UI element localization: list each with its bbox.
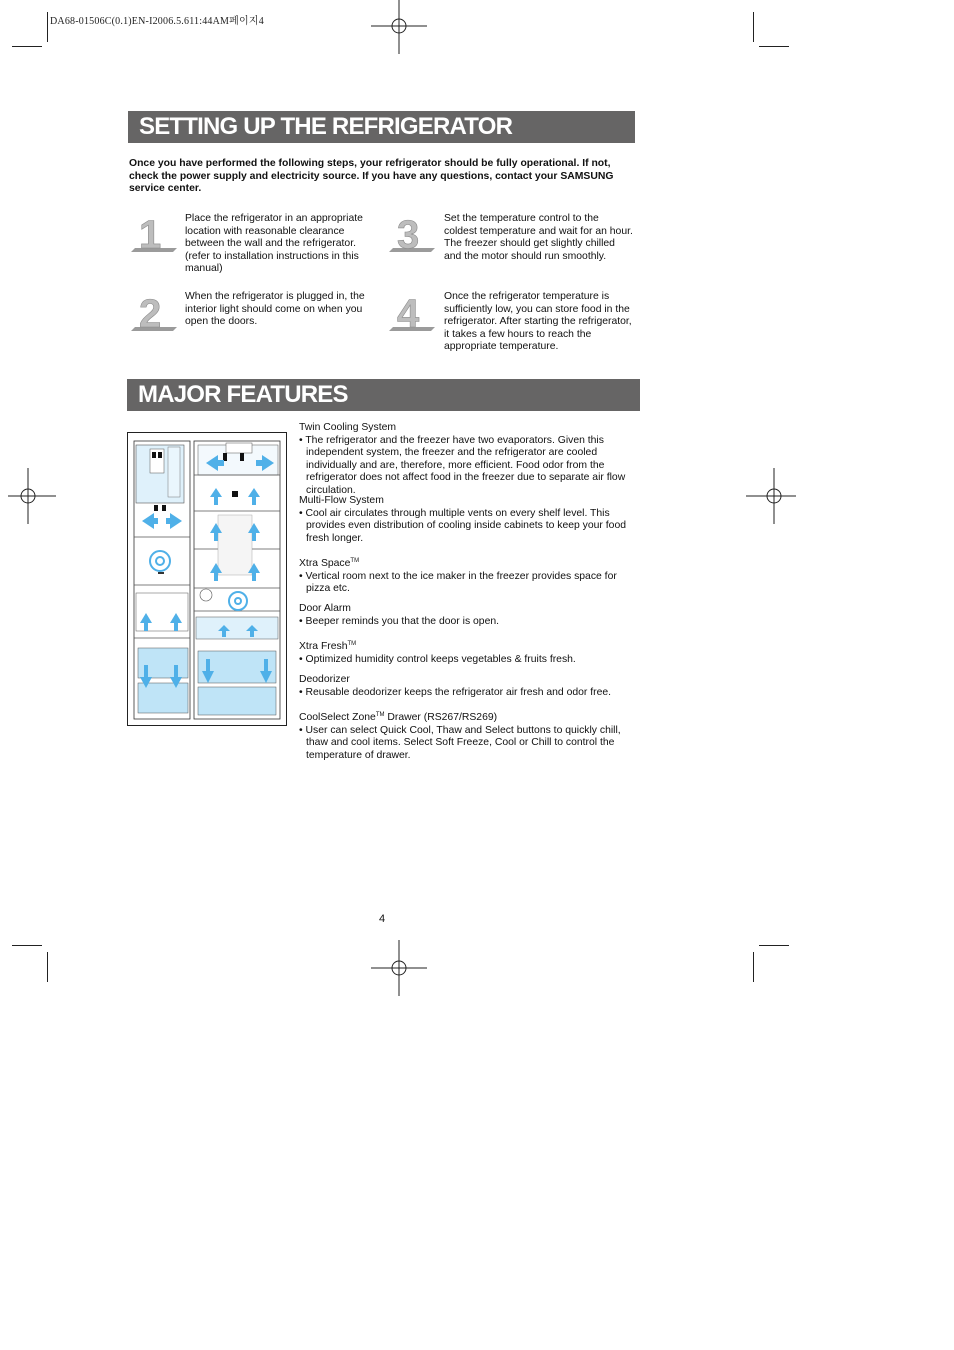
feature-body: • Vertical room next to the ice maker in the freezer provides space for pizza etc.	[299, 570, 617, 595]
step-number: 1	[139, 214, 162, 254]
printer-slug: DA68-01506C(0.1)EN-I2006.5.611:44AM페이지4	[50, 16, 264, 27]
step-2-number-icon	[131, 293, 177, 333]
step-number: 4	[397, 293, 420, 333]
feature-item	[299, 603, 641, 628]
feature-body: • User can select Quick Cool, Thaw and Select buttons to quickly chill, thaw and cool items. Select Soft Freeze, Cool or Chill to control the temperature of drawer.	[299, 724, 621, 761]
trademark-mark: TM	[375, 712, 385, 718]
crop-mark	[753, 12, 754, 42]
refrigerator-diagram	[127, 432, 287, 726]
crop-mark	[753, 952, 754, 982]
feature-item	[299, 422, 641, 498]
step-number: 3	[397, 214, 420, 254]
step-3-text: Set the temperature control to the coldest temperature and wait for an hour. The freezer should get slightly chilled and the motor should run smoothly.	[444, 213, 633, 262]
feature-item	[299, 555, 641, 596]
crop-mark	[12, 46, 42, 47]
registration-mark-icon	[0, 468, 56, 524]
crop-mark	[759, 46, 789, 47]
feature-body: • Cool air circulates through multiple vents on every shelf level. This provides even distribution of cooling inside cabinets to keep your food fresh longer.	[299, 507, 626, 544]
registration-mark-icon	[746, 468, 802, 524]
registration-mark-icon	[371, 940, 427, 996]
step-1-number-icon	[131, 214, 177, 254]
feature-title: Xtra Fresh™	[299, 641, 357, 652]
trademark-mark: TM	[347, 641, 357, 647]
step-3-number-icon	[389, 214, 435, 254]
crop-mark	[759, 945, 789, 946]
feature-title: Xtra Space™	[299, 558, 360, 569]
feature-title: CoolSelect Zone™ Drawer (RS267/RS269)	[299, 712, 498, 723]
feature-body: • Beeper reminds you that the door is open.	[299, 615, 500, 627]
feature-item	[299, 709, 641, 762]
step-4-text: Once the refrigerator temperature is sufficiently low, you can store food in the refrigerator. After starting the refrigerator, it takes a few hours to reach the appropriate temperature.	[444, 291, 632, 353]
feature-item	[299, 674, 641, 699]
section-title-features: MAJOR FEATURES	[127, 379, 640, 411]
step-2-text: When the refrigerator is plugged in, the interior light should come on when you open the doors.	[185, 291, 365, 328]
registration-mark-icon	[371, 0, 427, 54]
feature-title: Deodorizer	[299, 674, 350, 685]
crop-mark	[12, 945, 42, 946]
step-number: 2	[139, 293, 162, 333]
setup-intro: Once you have performed the following steps, your refrigerator should be fully operational. If not, check the power supply and electricity source. If you have any questions, contact your SAMSUNG service center.	[129, 158, 614, 194]
feature-title: Door Alarm	[299, 603, 351, 614]
section-title-setup: SETTING UP THE REFRIGERATOR	[128, 111, 635, 143]
feature-body: • The refrigerator and the freezer have two evaporators. Given this independent system, the freezer and the refrigerator are cooled individually and are, therefore, more efficient. Food odor from the refrigerator does not affect food in the freezer due to separate air flow circulation.	[299, 434, 626, 496]
feature-body: • Optimized humidity control keeps vegetables & fruits fresh.	[299, 653, 576, 665]
feature-title: Twin Cooling System	[299, 422, 397, 433]
feature-title: Multi-Flow System	[299, 495, 384, 506]
step-4-number-icon	[389, 293, 435, 333]
feature-item	[299, 495, 641, 545]
feature-body: • Reusable deodorizer keeps the refrigerator air fresh and odor free.	[299, 686, 612, 698]
trademark-mark: TM	[350, 558, 360, 564]
crop-mark	[47, 12, 48, 42]
crop-mark	[47, 952, 48, 982]
refrigerator-airflow-icon	[128, 433, 286, 725]
feature-item	[299, 638, 641, 666]
page-number: 4	[379, 913, 386, 925]
step-1-text: Place the refrigerator in an appropriate location with reasonable clearance between the wall and the refrigerator. (refer to installation instructions in this manual)	[185, 213, 363, 275]
